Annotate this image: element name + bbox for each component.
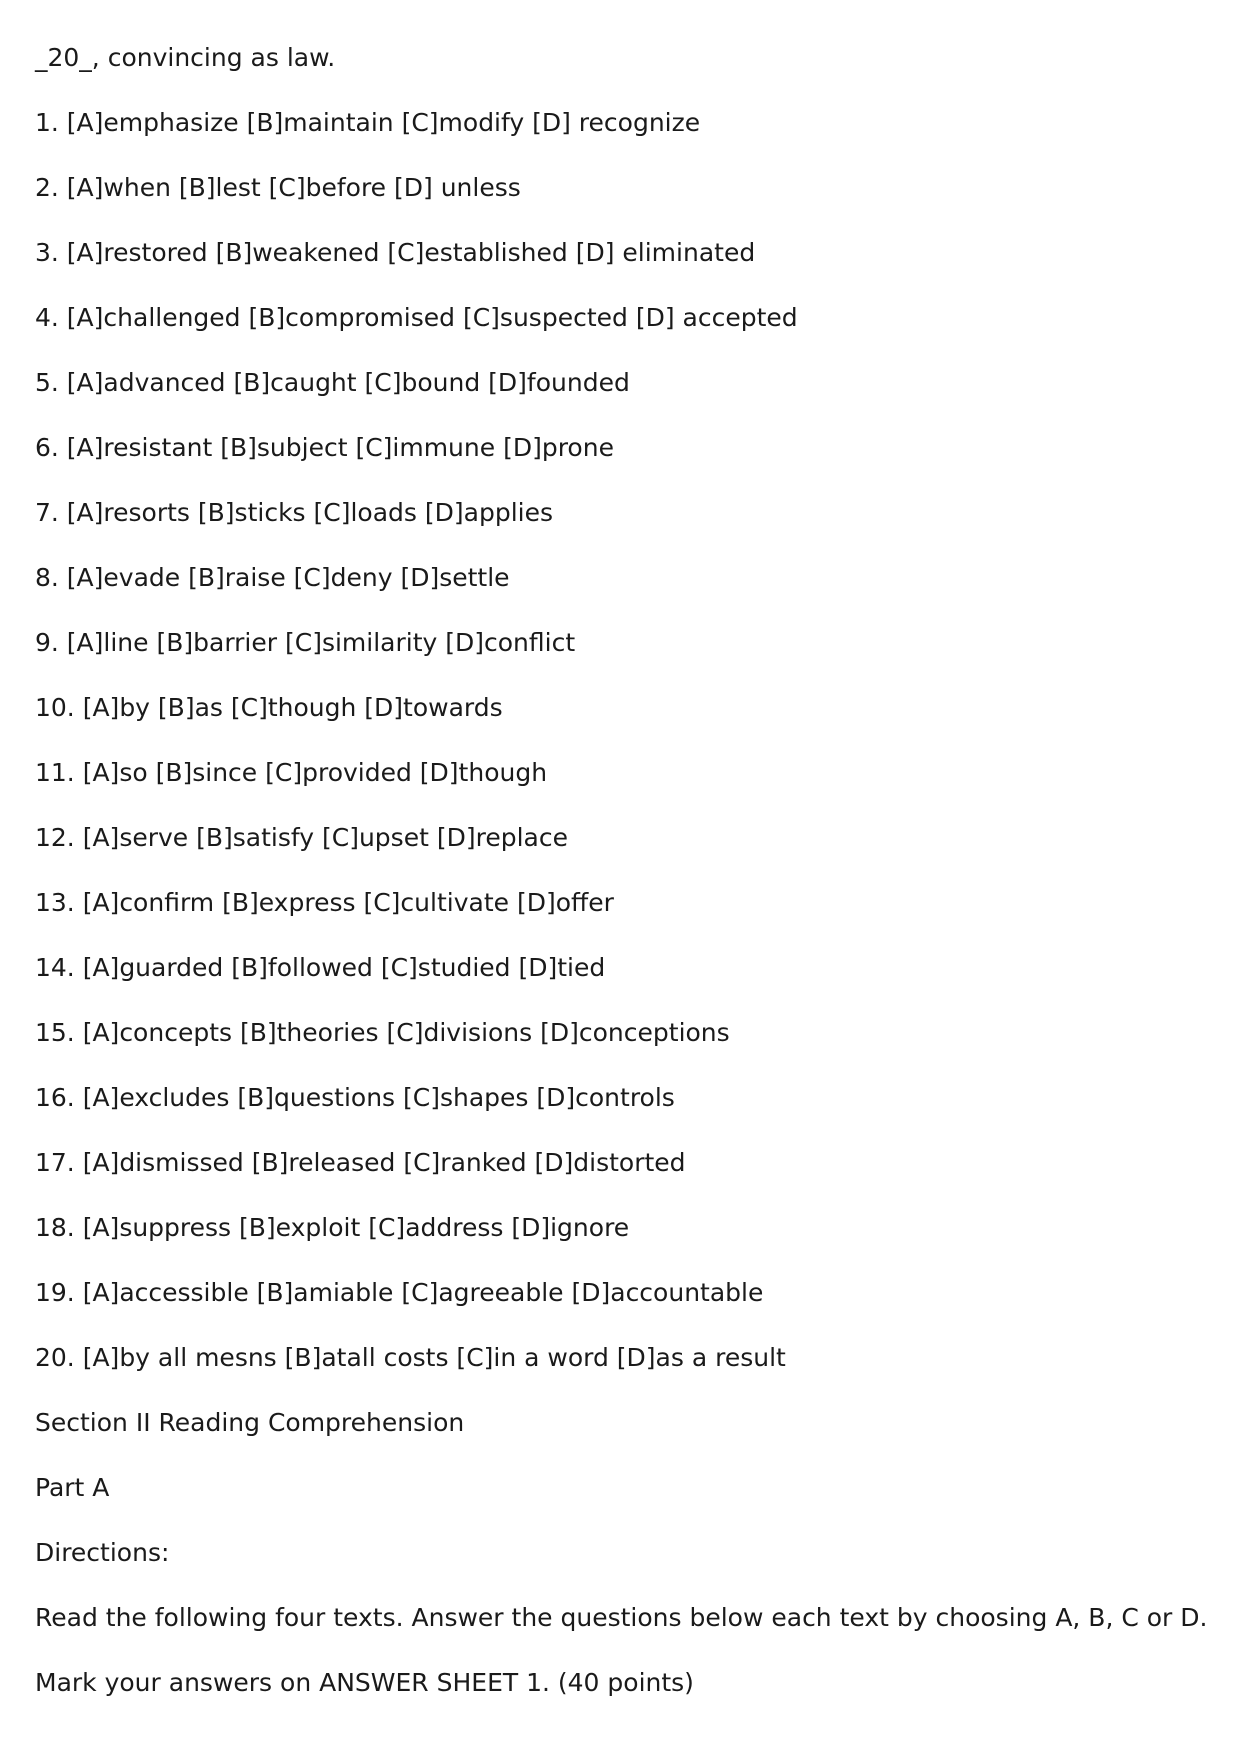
question-20: 20. [A]by all mesns [B]atall costs [C]in a word [D]as a result — [35, 1343, 786, 1372]
directions-label: Directions: — [35, 1538, 170, 1567]
question-8: 8. [A]evade [B]raise [C]deny [D]settle — [35, 563, 510, 592]
question-15: 15. [A]concepts [B]theories [C]divisions [D]conceptions — [35, 1018, 730, 1047]
directions-text-line-1: Read the following four texts. Answer the questions below each text by choosing A, B, C or D. — [35, 1603, 1208, 1632]
question-13: 13. [A]confirm [B]express [C]cultivate [D]offer — [35, 888, 614, 917]
question-18: 18. [A]suppress [B]exploit [C]address [D]ignore — [35, 1213, 630, 1242]
part-heading: Part A — [35, 1473, 110, 1502]
question-14: 14. [A]guarded [B]followed [C]studied [D]tied — [35, 953, 606, 982]
question-5: 5. [A]advanced [B]caught [C]bound [D]founded — [35, 368, 630, 397]
question-6: 6. [A]resistant [B]subject [C]immune [D]prone — [35, 433, 614, 462]
question-12: 12. [A]serve [B]satisfy [C]upset [D]replace — [35, 823, 568, 852]
directions-text-line-2: Mark your answers on ANSWER SHEET 1. (40 points) — [35, 1668, 694, 1697]
document-page — [35, 43, 1208, 1733]
question-3: 3. [A]restored [B]weakened [C]established [D] eliminated — [35, 238, 756, 267]
question-16: 16. [A]excludes [B]questions [C]shapes [D]controls — [35, 1083, 675, 1112]
section-heading: Section II Reading Comprehension — [35, 1408, 465, 1437]
question-11: 11. [A]so [B]since [C]provided [D]though — [35, 758, 548, 787]
question-17: 17. [A]dismissed [B]released [C]ranked [D]distorted — [35, 1148, 686, 1177]
question-19: 19. [A]accessible [B]amiable [C]agreeable [D]accountable — [35, 1278, 764, 1307]
passage-fragment: _20_, convincing as law. — [35, 43, 336, 72]
question-7: 7. [A]resorts [B]sticks [C]loads [D]applies — [35, 498, 553, 527]
question-1: 1. [A]emphasize [B]maintain [C]modify [D] recognize — [35, 108, 701, 137]
question-4: 4. [A]challenged [B]compromised [C]suspected [D] accepted — [35, 303, 798, 332]
question-10: 10. [A]by [B]as [C]though [D]towards — [35, 693, 503, 722]
question-list — [35, 108, 1205, 1373]
question-2: 2. [A]when [B]lest [C]before [D] unless — [35, 173, 521, 202]
question-9: 9. [A]line [B]barrier [C]similarity [D]conflict — [35, 628, 576, 657]
